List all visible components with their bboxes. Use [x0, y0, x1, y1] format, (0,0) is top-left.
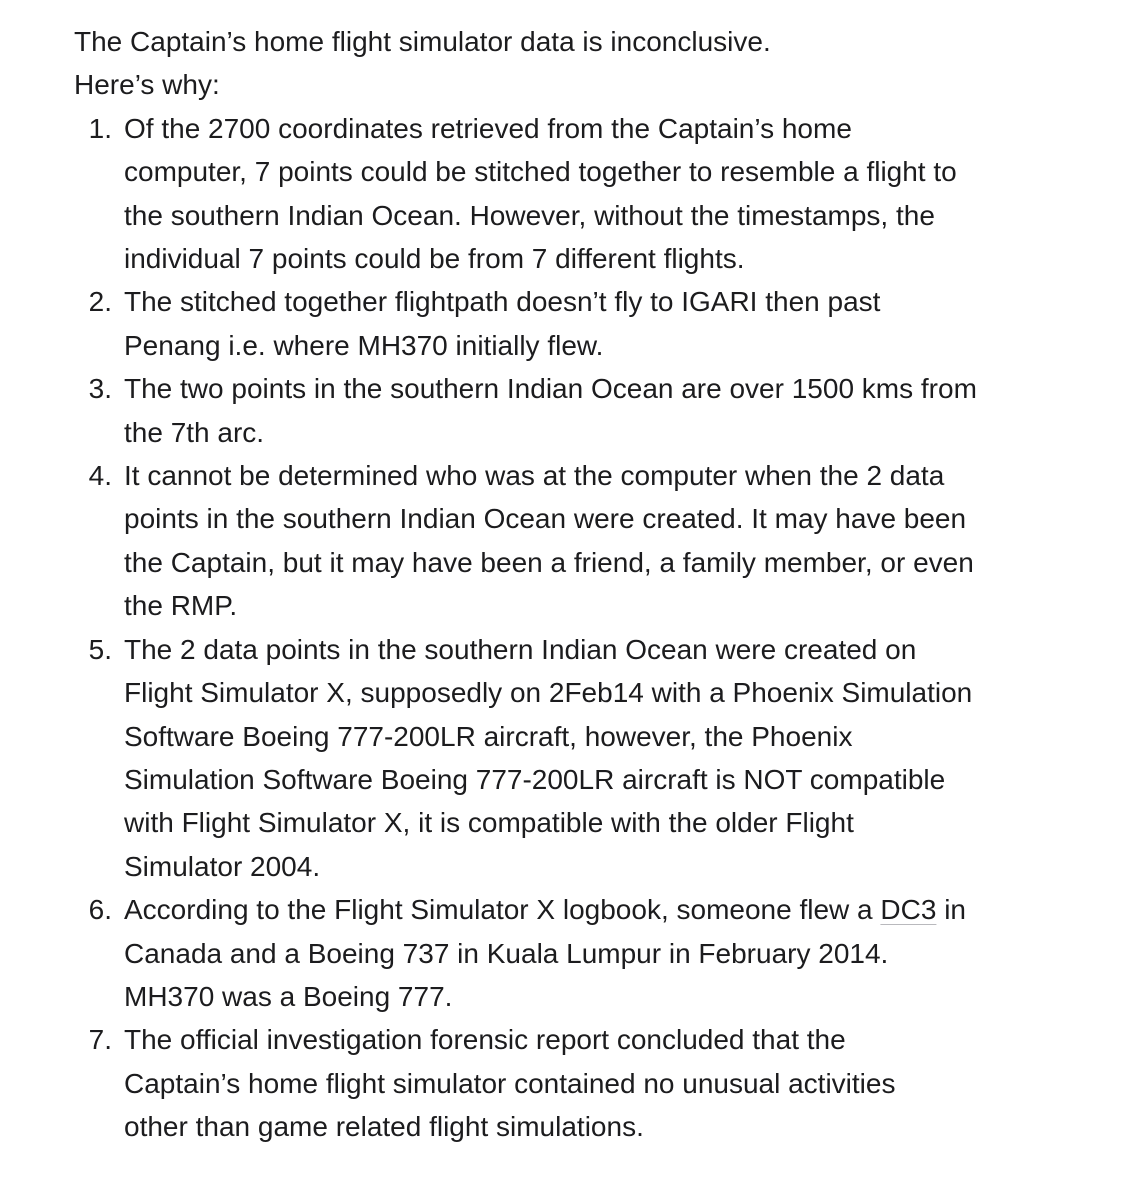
list-item-text-before-link: According to the Flight Simulator X logbook, someone flew a: [124, 894, 881, 926]
list-item: [74, 888, 1074, 1018]
list-item-number: 6.: [88, 894, 112, 926]
list-item-number: 7.: [88, 1024, 112, 1056]
list-item-text: the southern Indian Ocean. However, without the timestamps, the: [124, 199, 935, 231]
list-item-number: 5.: [88, 633, 112, 665]
list-item-text: the Captain, but it may have been a friend, a family member, or even: [124, 546, 974, 578]
list-item-text: Captain’s home flight simulator contained no unusual activities: [124, 1067, 896, 1099]
list-item: [74, 107, 1074, 281]
list-item-number: 3.: [88, 373, 112, 405]
list-item-text: Canada and a Boeing 737 in Kuala Lumpur in February 2014.: [124, 937, 889, 969]
list-item-text: Simulation Software Boeing 777-200LR aircraft is NOT compatible: [124, 763, 946, 795]
list-item-text: The 2 data points in the southern Indian Ocean were created on: [124, 633, 917, 665]
list-item-text: computer, 7 points could be stitched together to resemble a flight to: [124, 156, 957, 188]
list-item-text: other than game related flight simulations.: [124, 1111, 644, 1143]
list-item-text-after-link: in: [936, 894, 966, 926]
note-body: [74, 20, 1074, 1149]
list-item-text: Of the 2700 coordinates retrieved from the Captain’s home: [124, 112, 852, 144]
list-item-text: individual 7 points could be from 7 different flights.: [124, 243, 745, 275]
list-item-number: 1.: [88, 112, 112, 144]
list-item-text: [124, 888, 1074, 931]
intro-heading: The Captain’s home flight simulator data is inconclusive.: [74, 26, 771, 57]
list-item: [74, 1018, 1074, 1148]
list-item-text: MH370 was a Boeing 777.: [124, 980, 453, 1012]
list-item-text: Simulator 2004.: [124, 850, 321, 882]
list-item: [74, 367, 1074, 454]
list-item-text: points in the southern Indian Ocean were created. It may have been: [124, 503, 967, 535]
intro-subheading: Here’s why:: [74, 69, 220, 101]
list-item-text: Flight Simulator X, supposedly on 2Feb14 with a Phoenix Simulation: [124, 677, 973, 709]
list-item-text: It cannot be determined who was at the computer when the 2 data: [124, 460, 945, 492]
list-item-text: Software Boeing 777-200LR aircraft, however, the Phoenix: [124, 720, 853, 752]
dc3-link[interactable]: DC3: [880, 894, 937, 926]
list-item-text: the 7th arc.: [124, 416, 265, 448]
list-item-text: with Flight Simulator X, it is compatible with the older Flight: [124, 807, 854, 839]
list-item-text: The official investigation forensic report concluded that the: [124, 1024, 846, 1056]
list-item-number: 2.: [88, 286, 112, 318]
list-item-text: The two points in the southern Indian Ocean are over 1500 kms from: [124, 373, 977, 405]
list-item: [74, 280, 1074, 367]
list-item-number: 4.: [88, 460, 112, 492]
list-item: [74, 628, 1074, 888]
list-item-text: Penang i.e. where MH370 initially flew.: [124, 329, 604, 361]
list-item-text: the RMP.: [124, 590, 238, 622]
list-item: [74, 454, 1074, 628]
numbered-list: [74, 107, 1074, 1149]
list-item-text: The stitched together flightpath doesn’t fly to IGARI then past: [124, 286, 881, 318]
